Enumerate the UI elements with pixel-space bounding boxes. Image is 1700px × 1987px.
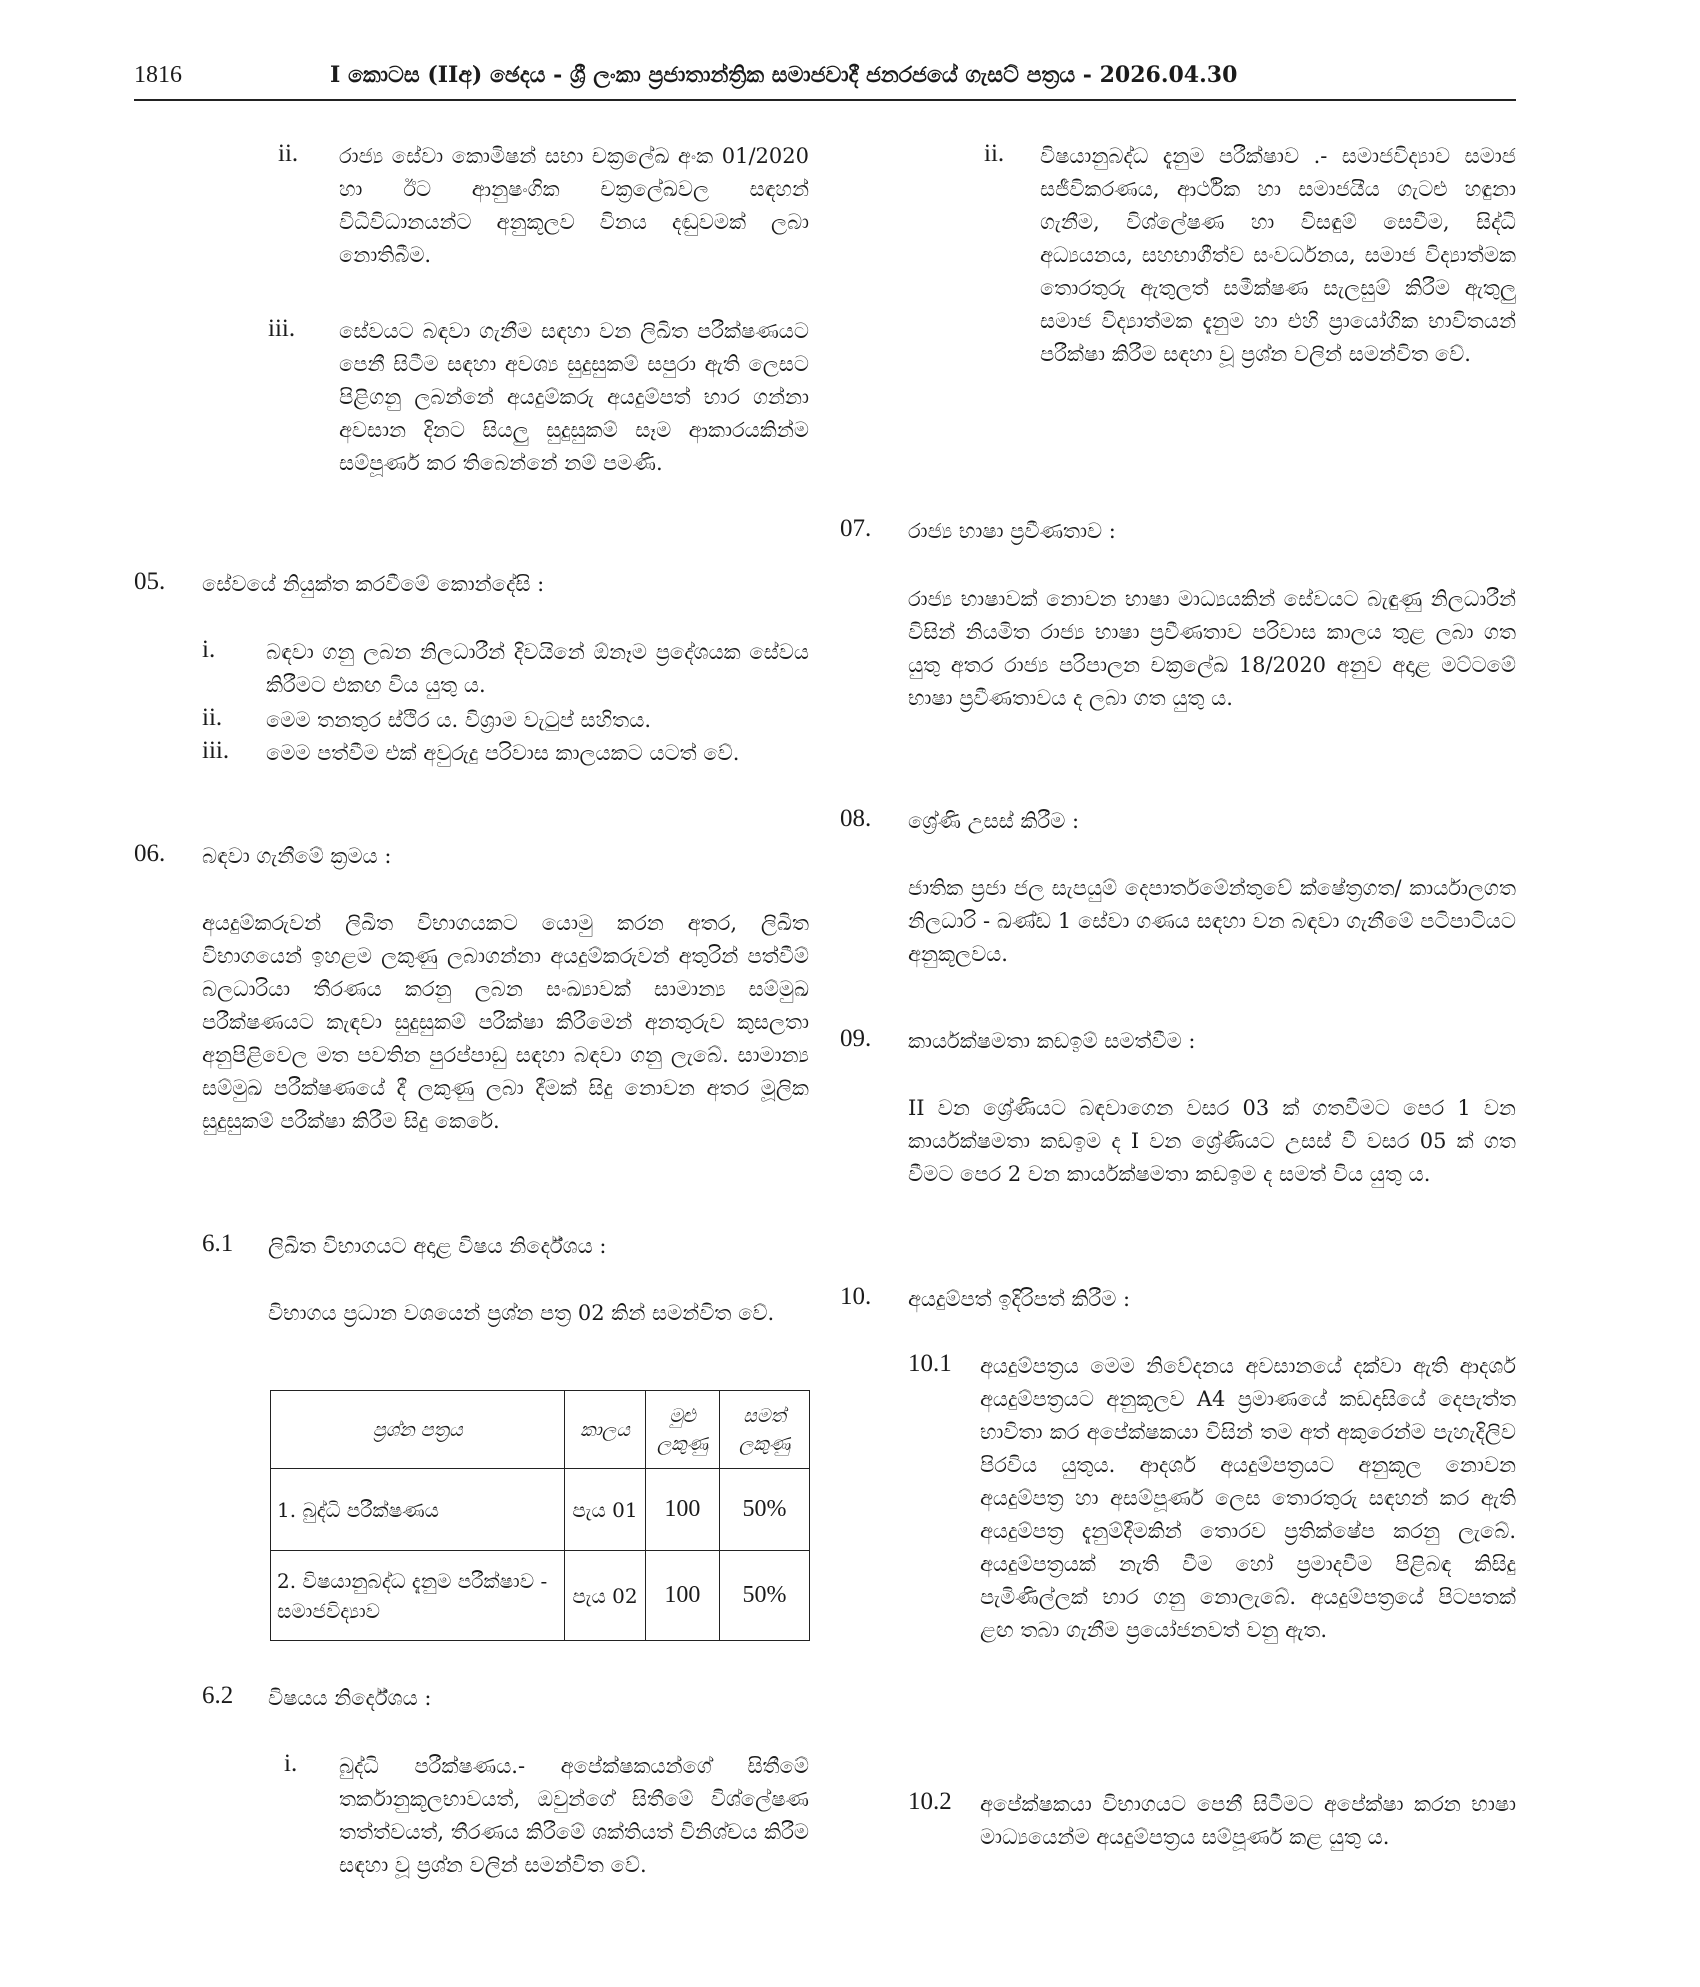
section-heading: අයදුම්පත් ඉදිරිපත් කිරීම : (908, 1287, 1131, 1311)
section-number: 10. (840, 1283, 872, 1310)
cell-total: 100 (645, 1551, 719, 1641)
section-paragraph: II වන ශ්‍රේණියට බඳවාගෙන වසර 03 ක් ගතවීමට පෙර 1 වන කාර්යක්ෂමතා කඩඉම ද I වන ශ්‍රේණියට උසස් වී වසර 05 ක් ගත වීමට පෙර 2 වන කාර්යක්ෂමතා කඩඉම ද සමත් විය යුතු ය. (908, 1096, 1516, 1186)
cell-pass: 50% (720, 1551, 810, 1641)
item-label: iii. (268, 315, 296, 342)
item-text: අයදුම්පත්‍රය මෙම නිවේදනය අවසානයේ දක්වා ඇති ආදර්ශ අයදුම්පත්‍රයට අනුකූලව A4 ප්‍රමාණයේ කඩදාසියේ දෙපැත්ත භාවිතා කර අපේක්ෂකයා විසින් තම අත් අකුරෙන්ම පැහැදිලිව පිරවිය යුතුය. ආදර්ශ අයදුම්පත්‍රයට අනුකූල නොවන අයදුම්පත්‍ර හා අසම්පූර්ණ ලෙස තොරතුරු සඳහන් කර ඇති අයදුම්පත්‍ර දැනුම්දීමකින් තොරව ප්‍රතික්ෂේප කරනු ලැබේ. අයදුම්පත්‍රයක් නැති වීම හෝ ප්‍රමාදවීම පිළිබඳ කිසිදු පැමිණිල්ලක් භාර ගනු නොලැබේ. අයදුම්පත්‍රයේ පිටපතක් ළඟ තබා ගැනීම ප්‍රයෝජනවත් වනු ඇත. (980, 1354, 1516, 1642)
item-text: බුද්ධි පරීක්ෂණය.- අපේක්ෂකයන්ගේ සිතීමේ තර්කානුකූලභාවයත්, ඔවුන්ගේ සිතීමේ විශ්ලේෂණ තත්ත්වයත්, තීරණය කිරීමේ ශක්තියත් විනිශ්චය කිරීම සඳහා වූ ප්‍රශ්න වලින් සමන්විත වේ. (339, 1754, 809, 1877)
page-number: 1816 (134, 62, 182, 88)
section-paragraph: රාජ්‍ය භාෂාවක් නොවන භාෂා මාධ්‍යයකින් සේවයට බැඳුණු නිලධාරීන් විසින් නියමිත රාජ්‍ය භාෂා ප්‍රවීණතාව පරිවාස කාලය තුළ ලබා ගත යුතු අතර රාජ්‍ය පරිපාලන චක්‍රලේඛ 18/2020 අනුව අදාළ මට්ටමේ භාෂා ප්‍රවීණතාවය ද ලබා ගත යුතු ය. (908, 587, 1516, 710)
subsection-paragraph: විභාගය ප්‍රධාන වශයෙන් ප්‍රශ්න පත්‍ර 02 කින් සමන්විත වේ. (268, 1301, 775, 1325)
header-divider (134, 99, 1516, 101)
item-text: මෙම පත්වීම එක් අවුරුදු පරිවාස කාලයකට යටත් වේ. (266, 741, 740, 765)
item-label: iii. (202, 737, 230, 764)
item-label: ii. (984, 140, 1005, 167)
item-label: 10.1 (908, 1350, 952, 1377)
section-paragraph: ජාතික ප්‍රජා ජල සැපයුම් දෙපාර්තමේන්තුවේ ක්ෂේත්‍රගත/ කාර්යාලගත නිලධාරි - ඛණ්ඩ 1 සේවා ගණය සඳහා වන බඳවා ගැනීමේ පටිපාටියට අනුකූලවය. (908, 876, 1516, 966)
item-text: සේවයට බඳවා ගැනීම සඳහා වන ලිඛිත පරීක්ෂණයට පෙනී සිටීම සඳහා අවශ්‍ය සුදුසුකම් සපුරා ඇති ලෙසට පිළිගනු ලබන්නේ අයදුම්කරු අයදුම්පත් භාර ගන්නා අවසාන දිනට සියලු සුදුසුකම් සෑම ආකාරයකින්ම සම්පූර්ණ කර තිබෙන්නේ නම් පමණි. (339, 319, 809, 475)
gazette-header-title: I කොටස (IIඅ) ඡෙදය - ශ්‍රී ලංකා ප්‍රජාතාන්ත්‍රික සමාජවාදී ජනරජයේ ගැසට් පත්‍රය - 2026.04.30 (330, 62, 1238, 88)
item-label: i. (202, 636, 216, 663)
cell-paper: 1. බුද්ධි පරීක්ෂණය (271, 1469, 565, 1551)
item-text: මෙම තනතුර ස්ථිර ය. විශ්‍රාම වැටුප් සහිතය. (266, 708, 652, 732)
header-total-marks: මුළු ලකුණු (645, 1391, 719, 1469)
header-pass-marks: සමත් ලකුණු (720, 1391, 810, 1469)
item-text: අපේක්ෂකයා විභාගයට පෙනී සිටීමට අපේක්ෂා කරන භාෂා මාධ්‍යයෙන්ම අයදුම්පත්‍රය සම්පූර්ණ කළ යුතු ය. (980, 1792, 1516, 1849)
header-duration: කාලය (565, 1391, 645, 1469)
cell-paper: 2. විෂයානුබද්ධ දැනුම පරීක්ෂාව - සමාජවිද්‍යාව (271, 1551, 565, 1641)
item-text: රාජ්‍ය සේවා කොමිෂන් සභා චක්‍රලේඛ අංක 01/2020 හා ඊට ආනුෂංගික චක්‍රලේඛවල සඳහන් විධිවිධානයන්ට අනුකූලව විනය දඬුවමක් ලබා නොතිබීම. (339, 144, 809, 267)
cell-duration: පැය 02 (565, 1551, 645, 1641)
table-row (271, 1551, 810, 1641)
subsection-number: 6.2 (202, 1682, 234, 1709)
subsection-heading: ලිඛිත විභාගයට අදාළ විෂය නිර්දේශය : (268, 1234, 607, 1258)
header-paper: ප්‍රශ්න පත්‍රය (271, 1391, 565, 1469)
exam-papers-table (270, 1390, 810, 1641)
section-heading: බඳවා ගැනීමේ ක්‍රමය : (202, 844, 392, 868)
section-number: 05. (134, 568, 166, 595)
cell-pass: 50% (720, 1469, 810, 1551)
item-label: ii. (202, 704, 223, 731)
item-label: i. (284, 1750, 298, 1777)
item-label: ii. (278, 140, 299, 167)
section-paragraph: අයදුම්කරුවන් ලිඛිත විභාගයකට යොමු කරන අතර, ලිඛිත විභාගයෙන් ඉහළම ලකුණු ලබාගන්නා අයදුම්කරුවන් අතුරින් පත්වීම් බලධාරියා තීරණය කරනු ලබන සංඛ්‍යාවක් සාමාන්‍ය සම්මුඛ පරීක්ෂණයට කැඳවා සුදුසුකම් පරීක්ෂා කිරීමෙන් අනතුරුව කුසලතා අනුපිළිවෙල මත පවතින පුරප්පාඩු සඳහා බඳවා ගනු ලැබේ. සාමාන්‍ය සම්මුඛ පරීක්ෂණයේ දී ලකුණු ලබා දීමක් සිදු නොවන අතර මූලික සුදුසුකම් පරීක්ෂා කිරීම සිදු කෙරේ. (202, 911, 809, 1133)
section-number: 06. (134, 840, 166, 867)
subsection-heading: විෂයය නිර්දේශය : (268, 1686, 432, 1710)
cell-duration: පැය 01 (565, 1469, 645, 1551)
section-heading: රාජ්‍ය භාෂා ප්‍රවීණතාව : (908, 519, 1116, 543)
item-text: බඳවා ගනු ලබන නිලධාරීන් දිවයිනේ ඕනෑම ප්‍රදේශයක සේවය කිරීමට එකඟ විය යුතු ය. (266, 640, 809, 697)
item-text: විෂයානුබද්ධ දැනුම පරීක්ෂාව .- සමාජවිද්‍යාව සමාජ සජීවිකරණය, ආර්ථික හා සමාජයීය ගැටළු හඳුනා ගැනීම, විශ්ලේෂණ හා විසඳුම් සෙවීම, සිද්ධි අධ්‍යයනය, සහභාගීත්ව සංවර්ධනය, සමාජ විද්‍යාත්මක තොරතුරු ඇතුලත් සමීක්ෂණ සැලසුම් කිරීම ඇතුලු සමාජ විද්‍යාත්මක දැනුම හා එහි ප්‍රායෝගික භාවිතයන් පරීක්ෂා කිරීම සඳහා වූ ප්‍රශ්න වලින් සමන්විත වේ. (1040, 144, 1516, 366)
section-heading: ශ්‍රේණි උසස් කිරීම : (908, 809, 1080, 833)
section-number: 07. (840, 515, 872, 542)
table-row (271, 1469, 810, 1551)
item-label: 10.2 (908, 1788, 952, 1815)
subsection-number: 6.1 (202, 1230, 234, 1257)
section-number: 08. (840, 805, 872, 832)
section-number: 09. (840, 1025, 872, 1052)
section-heading: සේවයේ නියුක්ත කරවීමේ කොන්දේසි : (202, 572, 545, 596)
table-header-row (271, 1391, 810, 1469)
section-heading: කාර්යක්ෂමතා කඩඉම් සමත්වීම : (908, 1029, 1196, 1053)
cell-total: 100 (645, 1469, 719, 1551)
